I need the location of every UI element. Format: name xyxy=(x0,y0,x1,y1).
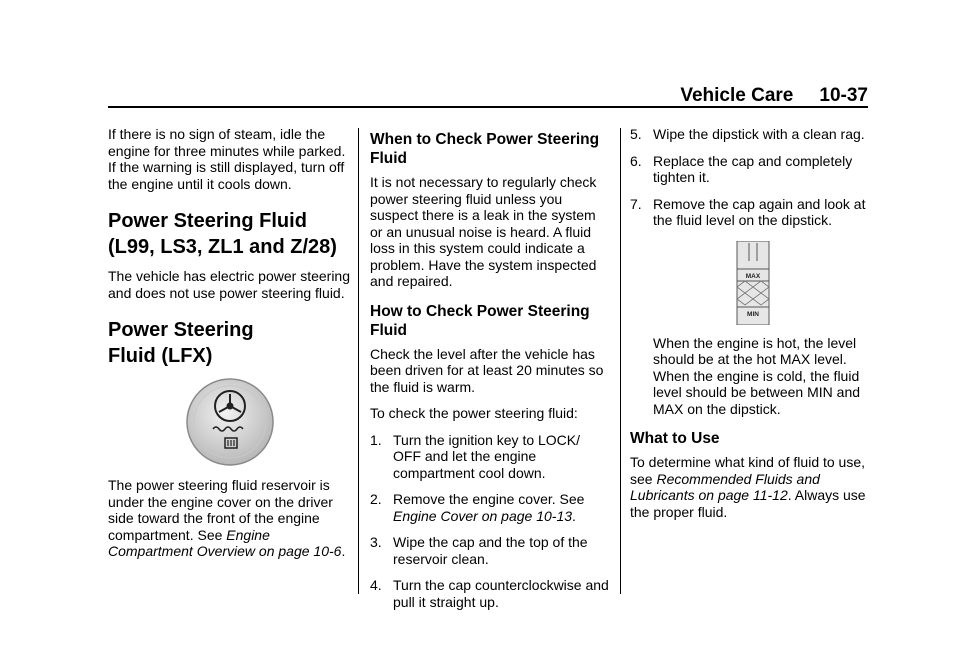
step-text: Wipe the dipstick with a clean rag. xyxy=(653,126,865,142)
step-number: 7. xyxy=(630,195,642,212)
what-paragraph xyxy=(630,454,876,520)
dipstick-icon xyxy=(733,241,773,325)
reservoir-paragraph xyxy=(108,477,352,560)
step-number: 6. xyxy=(630,152,642,169)
column-1 xyxy=(108,126,352,570)
column-3 xyxy=(630,126,876,530)
punctuation: . xyxy=(341,543,346,559)
steps-list-1 xyxy=(370,432,610,611)
step-text: Wipe the cap and the top of the reservoir clean. xyxy=(393,534,588,567)
list-item xyxy=(370,491,610,524)
list-item xyxy=(630,153,876,186)
page-header xyxy=(108,84,868,108)
heading-power-steering-fluid-l99 xyxy=(108,208,352,260)
step-text: Remove the cap again and look at the fluid level on the dipstick. xyxy=(653,195,866,228)
step-number: 3. xyxy=(370,534,382,550)
step-number: 5. xyxy=(630,126,642,142)
engine-compartment-link[interactable]: Engine Compartment Overview on page 10-6 xyxy=(108,526,342,559)
power-steering-cap-icon xyxy=(185,377,275,467)
punctuation: . xyxy=(572,507,576,524)
heading-line: Power Steering Fluid xyxy=(108,210,307,232)
step-number: 1. xyxy=(370,431,382,448)
step-text: Replace the cap and completely tighten it. xyxy=(653,152,853,185)
heading-line: (L99, LS3, ZL1 and Z/28) xyxy=(108,236,337,258)
dipstick-min-label: MIN xyxy=(747,310,759,318)
heading-line: Fluid (LFX) xyxy=(108,345,213,367)
heading-power-steering-fluid-lfx xyxy=(108,317,352,369)
list-item xyxy=(630,196,876,229)
column-divider xyxy=(358,128,359,594)
how-paragraph-1: Check the level after the vehicle has been driven for at least 20 minutes so the fluid is warm. xyxy=(370,345,604,395)
electric-steering-paragraph: The vehicle has electric power steering and does not use power steering fluid. xyxy=(108,268,351,301)
list-item xyxy=(370,534,610,567)
reservoir-text: The power steering fluid reservoir is under the engine cover on the driver side toward the front of the engine compartment. See xyxy=(108,477,333,543)
page-number: 10-37 xyxy=(819,85,868,106)
how-paragraph-2: To check the power steering fluid: xyxy=(370,405,578,421)
heading-when-to-check: When to Check Power Steering Fluid xyxy=(370,131,600,167)
level-paragraph: When the engine is hot, the level should be at the hot MAX level. When the engine is cold, the fluid level should be between MIN and MAX on the dipstick. xyxy=(653,334,861,417)
column-2 xyxy=(370,126,610,620)
engine-cover-link[interactable]: Engine Cover on page 10-13 xyxy=(393,507,573,524)
section-title: Vehicle Care xyxy=(680,85,794,106)
list-item xyxy=(370,577,610,610)
step-text: Remove the engine cover. See xyxy=(393,491,585,507)
when-paragraph: It is not necessary to regularly check power steering fluid unless you suspect there is a leak in the system or an unusual noise is heard. A fluid loss in this system could indicate a problem. Have the system inspected and repaired. xyxy=(370,174,597,289)
what-end: . Always use the proper fluid. xyxy=(630,487,866,520)
heading-how-to-check: How to Check Power Steering Fluid xyxy=(370,302,590,339)
list-item xyxy=(370,432,610,482)
heading-line: Power Steering xyxy=(108,319,254,341)
list-item xyxy=(630,126,876,143)
column-divider xyxy=(620,128,621,594)
step-text: Turn the cap counterclockwise and pull it straight up. xyxy=(393,577,609,610)
step-number: 4. xyxy=(370,577,382,593)
steps-list-2 xyxy=(630,126,876,229)
step-text: Turn the ignition key to LOCK/ OFF and let the engine compartment cool down. xyxy=(393,431,581,481)
step-number: 2. xyxy=(370,491,382,507)
recommended-fluids-link[interactable]: Recommended Fluids and Lubricants on page 11-12 xyxy=(630,470,820,503)
intro-paragraph: If there is no sign of steam, idle the engine for three minutes while parked. If the warning is still displayed, turn off the engine until it cools down. xyxy=(108,126,346,192)
header-rule xyxy=(108,106,868,108)
what-text: To determine what kind of fluid to use, see xyxy=(630,454,866,487)
dipstick-max-label: MAX xyxy=(745,272,761,280)
heading-what-to-use: What to Use xyxy=(630,430,720,447)
